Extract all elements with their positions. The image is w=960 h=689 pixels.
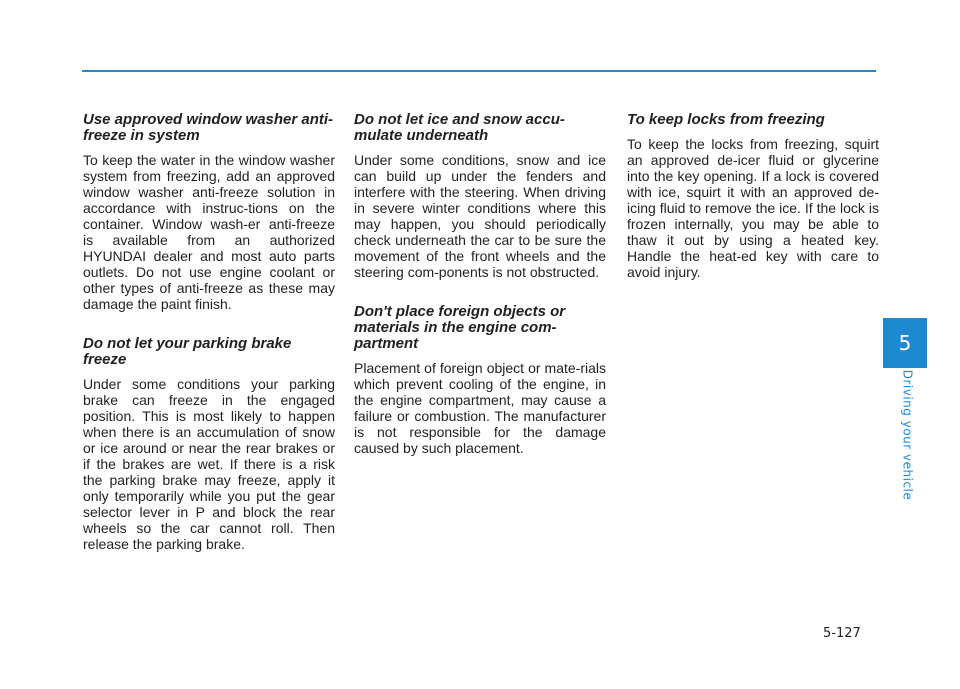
column-1 <box>83 112 335 576</box>
section-body: To keep the water in the window washer system from freezing, add an approved window washer anti-freeze solution in accordance with instruc-tions on the container. Window wash-er anti-freeze is available from an authorized HYUNDAI dealer and most auto parts outlets. Do not use engine coolant or other types of anti-freeze as these may damage the paint finish. <box>83 152 335 312</box>
section-title: Do not let ice and snow accu-mulate underneath <box>354 111 565 144</box>
chapter-number-tab <box>883 318 927 368</box>
chapter-number: 5 <box>898 331 912 355</box>
column-3 <box>627 112 879 304</box>
section-window-washer <box>83 112 335 312</box>
chapter-label <box>899 370 915 500</box>
header-rule <box>82 70 876 72</box>
chapter-label-text: Driving your vehicle <box>900 369 915 501</box>
section-parking-brake <box>83 336 335 552</box>
section-title: Use approved window washer anti-freeze in system <box>83 111 334 144</box>
page-number: 5-127 <box>823 626 861 641</box>
section-title: Do not let your parking brake freeze <box>83 335 292 368</box>
section-ice-snow <box>354 112 606 280</box>
section-title: To keep locks from freezing <box>627 111 825 128</box>
section-title: Don't place foreign objects or materials in the engine com-partment <box>354 303 566 352</box>
section-body: Placement of foreign object or mate-rials which prevent cooling of the engine, in the engine compartment, may cause a failure or combustion. The manufacturer is not responsible for the damage caused by such placement. <box>354 360 606 456</box>
section-body: Under some conditions your parking brake can freeze in the engaged position. This is most likely to happen when there is an accumulation of snow or ice around or near the rear brakes or if the brakes are wet. If there is a risk the parking brake may freeze, apply it only temporarily while you put the gear selector lever in P and block the rear wheels so the car cannot roll. Then release the parking brake. <box>83 376 335 552</box>
section-body: To keep the locks from freezing, squirt an approved de-icer fluid or glycerine into the key opening. If a lock is covered with ice, squirt it with an approved de-icing fluid to remove the ice. If the lock is frozen internally, you may be able to thaw it out by using a heated key. Handle the heat-ed key with care to avoid injury. <box>627 136 879 280</box>
section-locks <box>627 112 879 280</box>
section-body: Under some conditions, snow and ice can build up under the fenders and interfere with the steering. When driving in severe winter conditions where this may happen, you should periodically check underneath the car to be sure the movement of the front wheels and the steering com-ponents is not obstructed. <box>354 152 606 280</box>
section-foreign-objects <box>354 304 606 456</box>
column-2 <box>354 112 606 480</box>
